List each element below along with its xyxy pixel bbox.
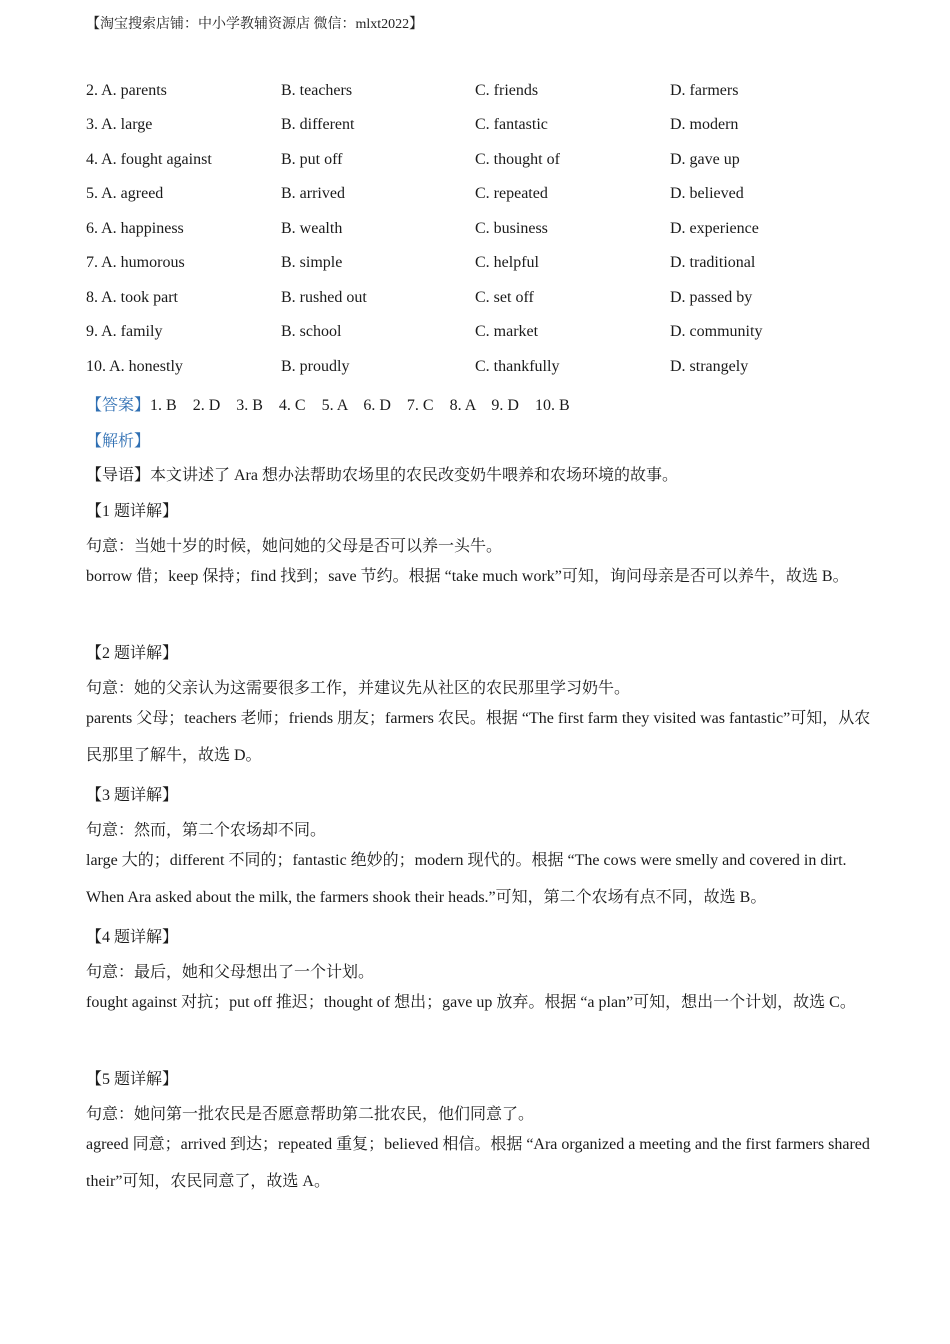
option-d: D. community <box>670 323 763 340</box>
detail-title-2: 【2 题详解】 <box>86 645 179 662</box>
option-row-2 <box>86 82 866 106</box>
answer-label: 【答案】 <box>86 397 151 414</box>
guide-text: 【导语】本文讲述了 Ara 想办法帮助农场里的农民改变奶牛喂养和农场环境的故事。 <box>86 467 678 484</box>
detail-title-3: 【3 题详解】 <box>86 787 179 804</box>
option-c: C. business <box>475 220 548 237</box>
detail-meaning-2: 句意：她的父亲认为这需要很多工作，并建议先从社区的农民那里学习奶牛。 <box>86 680 631 697</box>
option-b: B. school <box>281 323 342 340</box>
detail-explain-4: fought against 对抗；put off 推迟；thought of 想出；gave up 放弃。根据 “a plan”可知，想出一个计划，故选 C。 <box>86 994 856 1011</box>
shop-note: 【淘宝搜索店铺：中小学教辅资源店 微信：mlxt2022】 <box>86 17 424 32</box>
option-d: D. strangely <box>670 358 749 375</box>
option-row-9 <box>86 323 866 347</box>
option-b: B. wealth <box>281 220 343 237</box>
option-c: C. friends <box>475 82 539 99</box>
option-a: 8. A. took part <box>86 289 178 306</box>
answer-line <box>86 392 570 415</box>
option-c: C. market <box>475 323 539 340</box>
option-row-5 <box>86 185 866 209</box>
option-b: B. put off <box>281 151 343 168</box>
detail-explain-2: parents 父母；teachers 老师；friends 朋友；farmers 农民。根据 “The first farm they visited was fantastic”可知，从农民那里了解牛，故选 D。 <box>86 710 871 764</box>
detail-title-4: 【4 题详解】 <box>86 929 179 946</box>
detail-meaning-4: 句意：最后，她和父母想出了一个计划。 <box>86 964 375 981</box>
detail-explain-3: large 大的；different 不同的；fantastic 绝妙的；modern 现代的。根据 “The cows were smelly and covered in dirt. When Ara asked about the milk, the farmers shook their heads.”可知，第二个农场有点不同，故选 B。 <box>86 852 847 906</box>
option-d: D. modern <box>670 116 739 133</box>
option-a: 7. A. humorous <box>86 254 185 271</box>
option-c: C. repeated <box>475 185 548 202</box>
detail-explain-5: agreed 同意；arrived 到达；repeated 重复；believed 相信。根据 “Ara organized a meeting and the first farmers shared their”可知，农民同意了，故选 A。 <box>86 1136 870 1190</box>
detail-meaning-5: 句意：她问第一批农民是否愿意帮助第二批农民，他们同意了。 <box>86 1106 535 1123</box>
option-c: C. thought of <box>475 151 560 168</box>
detail-explain-1: borrow 借；keep 保持；find 找到；save 节约。根据 “take much work”可知，询问母亲是否可以养牛，故选 B。 <box>86 568 849 585</box>
detail-meaning-3: 句意：然而，第二个农场却不同。 <box>86 822 327 839</box>
option-c: C. fantastic <box>475 116 548 133</box>
option-a: 4. A. fought against <box>86 151 212 168</box>
detail-meaning-1: 句意：当她十岁的时候，她问她的父母是否可以养一头牛。 <box>86 538 503 555</box>
option-row-3 <box>86 116 866 140</box>
option-d: D. believed <box>670 185 744 202</box>
option-c: C. helpful <box>475 254 539 271</box>
analysis-label: 【解析】 <box>86 433 151 450</box>
option-a: 9. A. family <box>86 323 163 340</box>
option-row-4 <box>86 151 866 175</box>
option-b: B. rushed out <box>281 289 367 306</box>
option-d: D. gave up <box>670 151 740 168</box>
option-a: 3. A. large <box>86 116 153 133</box>
option-d: D. traditional <box>670 254 756 271</box>
option-a: 10. A. honestly <box>86 358 183 375</box>
option-row-8 <box>86 289 866 313</box>
option-d: D. passed by <box>670 289 753 306</box>
option-b: B. simple <box>281 254 343 271</box>
detail-title-1: 【1 题详解】 <box>86 503 179 520</box>
option-a: 5. A. agreed <box>86 185 164 202</box>
option-b: B. different <box>281 116 355 133</box>
option-c: C. set off <box>475 289 534 306</box>
option-c: C. thankfully <box>475 358 560 375</box>
answer-keys: 1. B 2. D 3. B 4. C 5. A 6. D 7. C 8. A 9. D 10. B <box>150 397 570 414</box>
option-b: B. proudly <box>281 358 350 375</box>
option-d: D. farmers <box>670 82 739 99</box>
option-b: B. arrived <box>281 185 345 202</box>
detail-title-5: 【5 题详解】 <box>86 1071 179 1088</box>
option-a: 2. A. parents <box>86 82 167 99</box>
option-b: B. teachers <box>281 82 353 99</box>
option-d: D. experience <box>670 220 759 237</box>
option-a: 6. A. happiness <box>86 220 184 237</box>
option-row-7 <box>86 254 866 278</box>
option-row-10 <box>86 358 866 382</box>
option-row-6 <box>86 220 866 244</box>
